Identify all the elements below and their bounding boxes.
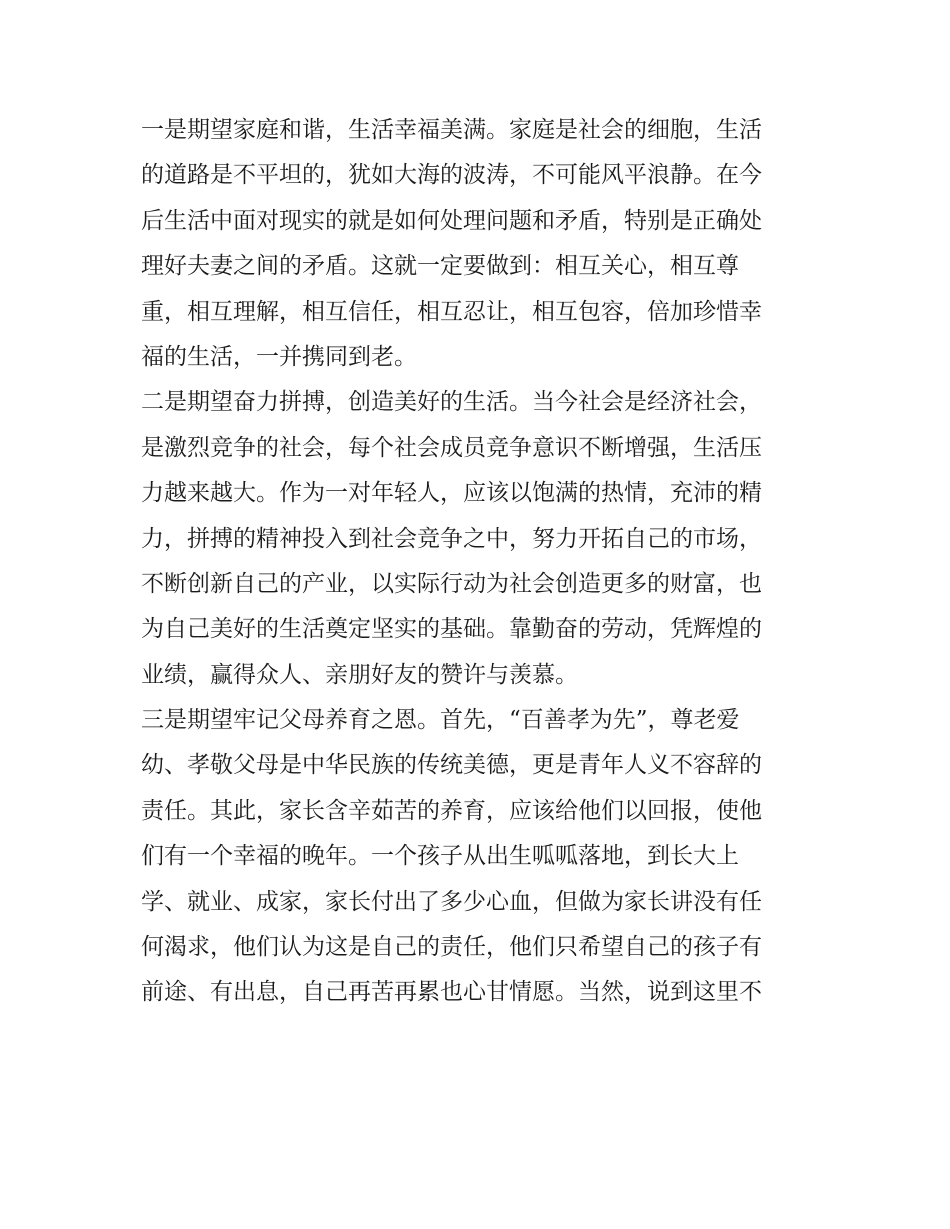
text-line: 何渴求，他们认为这是自己的责任，他们只希望自己的孩子有	[141, 934, 762, 961]
text-line: 理好夫妻之间的矛盾。这就一定要做到：相互关心，相互尊	[141, 253, 739, 280]
text-line: 力，拼搏的精神投入到社会竞争之中，努力开拓自己的市场，	[141, 525, 762, 552]
text-line: 力越来越大。作为一对年轻人，应该以饱满的热情，充沛的精	[141, 480, 762, 507]
text-line: 二是期望奋力拼搏，创造美好的生活。当今社会是经济社会，	[141, 389, 762, 416]
text-line: 的道路是不平坦的，犹如大海的波涛，不可能风平浪静。在今	[141, 162, 762, 189]
text-line: 们有一个幸福的晚年。一个孩子从出生呱呱落地，到长大上	[141, 843, 739, 870]
text-line: 学、就业、成家，家长付出了多少心血，但做为家长讲没有任	[141, 888, 762, 915]
text-line: 幼、孝敬父母是中华民族的传统美德，更是青年人义不容辞的	[141, 752, 762, 779]
text-line: 是激烈竞争的社会，每个社会成员竞争意识不断增强，生活压	[141, 434, 762, 461]
text-line: 业绩，赢得众人、亲朋好友的赞许与羡慕。	[141, 661, 578, 688]
paragraph-1	[141, 108, 821, 380]
document-body	[141, 108, 821, 1016]
text-line: 福的生活，一并携同到老。	[141, 343, 417, 370]
paragraph-3	[141, 698, 821, 1016]
text-line: 重，相互理解，相互信任，相互忍让，相互包容，倍加珍惜幸	[141, 298, 762, 325]
text-line: 前途、有出息，自己再苦再累也心甘情愿。当然，说到这里不	[141, 979, 762, 1006]
paragraph-2	[141, 380, 821, 698]
text-line: 不断创新自己的产业，以实际行动为社会创造更多的财富，也	[141, 570, 762, 597]
text-line: 一是期望家庭和谐，生活幸福美满。家庭是社会的细胞，生活	[141, 117, 762, 143]
text-line: 后生活中面对现实的就是如何处理问题和矛盾，特别是正确处	[141, 207, 762, 234]
text-line: 三是期望牢记父母养育之恩。首先，“百善孝为先”，尊老爱	[141, 707, 740, 734]
text-line: 责任。其此，家长含辛茹苦的养育，应该给他们以回报，使他	[141, 797, 762, 824]
text-line: 为自己美好的生活奠定坚实的基础。靠勤奋的劳动，凭辉煌的	[141, 616, 762, 643]
